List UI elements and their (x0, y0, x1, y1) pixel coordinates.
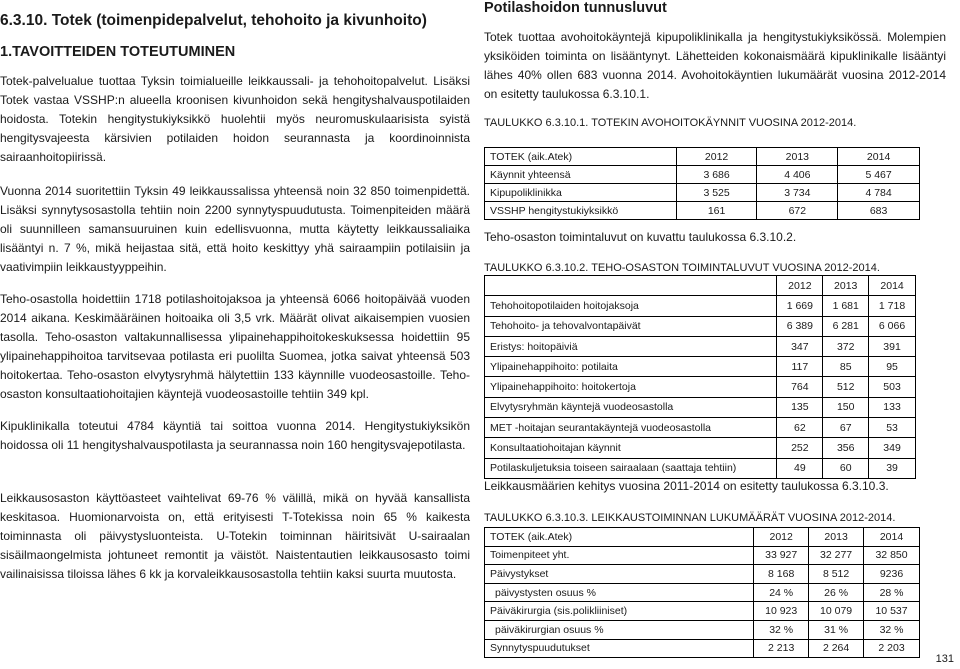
table-row (485, 602, 920, 621)
table-cell: päivystysten osuus % (485, 583, 754, 602)
paragraph-pain-clinic: Kipuklinikalla toteutui 4784 käyntiä tai soittoa vuonna 2014. Hengitystukiyksikön hoidossa oli 11 hengityshalvauspotilasta ja seurannassa noin 160 hengitysvajepotilasta. (0, 419, 470, 452)
table-row (485, 202, 920, 220)
table-cell: Päivystykset (485, 565, 754, 584)
kpi-heading: Potilashoidon tunnusluvut (484, 0, 667, 16)
table-row (485, 458, 916, 478)
table-cell: 49 (777, 458, 823, 478)
table-cell: 95 (869, 357, 916, 377)
table-row (485, 546, 920, 565)
table-cell: 391 (869, 336, 916, 356)
table-row (485, 357, 916, 377)
table-cell: 4 406 (757, 166, 838, 184)
table-cell: Toimenpiteet yht. (485, 546, 754, 565)
table-cell: 28 % (864, 583, 920, 602)
table-header-cell: 2012 (676, 148, 757, 166)
paragraph-surgery-ref: Leikkausmäärien kehitys vuosina 2011-2014 on esitetty taulukossa 6.3.10.3. (484, 479, 889, 493)
table-row (485, 583, 920, 602)
table-cell: 6 281 (823, 316, 869, 336)
table-cell: 3 525 (676, 184, 757, 202)
table-cell: Tehohoitopotilaiden hoitojaksoja (485, 296, 777, 316)
table-cell: Elvytysryhmän käyntejä vuodeosastolla (485, 397, 777, 417)
table-header-cell: TOTEK (aik.Atek) (485, 148, 677, 166)
table-header-cell: 2013 (757, 148, 838, 166)
table-row (485, 438, 916, 458)
table-icu-figures (484, 275, 916, 479)
table-cell: 683 (838, 202, 920, 220)
table-cell: 1 681 (823, 296, 869, 316)
table-cell: Konsultaatiohoitajan käynnit (485, 438, 777, 458)
table-cell: 4 784 (838, 184, 920, 202)
table-cell: 672 (757, 202, 838, 220)
table-cell: 60 (823, 458, 869, 478)
table-row (485, 316, 916, 336)
table-cell: Synnytyspuudutukset (485, 639, 754, 658)
table-cell: 2 264 (809, 639, 864, 658)
table-header-row (485, 528, 920, 547)
table-cell: 2 213 (754, 639, 809, 658)
paragraph-intro: Totek-palvelualue tuottaa Tyksin toimialueille leikkaussali- ja tehohoitopalvelut. Lisäksi Totek vastaa VSSHP:n alueella kroonisen kivunhoidon sekä hengityshalvauspotilaiden hoidosta. Totekin hengitystukiyksikkö huolehtii myös neuromuskulaarisista syistä hengitysvajeesta kärsivien potilaiden hoidon seurannasta ja koordinoinnista sairaanhoitopiirissä. (0, 74, 470, 164)
table-cell: 85 (823, 357, 869, 377)
table-cell: 32 % (864, 620, 920, 639)
table-cell: 5 467 (838, 166, 920, 184)
table-row (485, 620, 920, 639)
table-cell: Eristys: hoitopäiviä (485, 336, 777, 356)
table-cell: 32 % (754, 620, 809, 639)
table-header-row (485, 148, 920, 166)
table-row (485, 166, 920, 184)
table-outpatient-visits (484, 147, 920, 220)
table-cell: 67 (823, 418, 869, 438)
table-row (485, 184, 920, 202)
table-cell: 252 (777, 438, 823, 458)
table-surgery-counts (484, 527, 920, 658)
table-header-cell: 2013 (823, 276, 869, 296)
table-header-row (485, 276, 916, 296)
table-cell: 9236 (864, 565, 920, 584)
table-cell: MET -hoitajan seurantakäyntejä vuodeosastolla (485, 418, 777, 438)
table-cell: 6 066 (869, 316, 916, 336)
page-number: 131 (935, 653, 954, 665)
table-cell: 62 (777, 418, 823, 438)
subsection-heading: 1.TAVOITTEIDEN TOTEUTUMINEN (0, 44, 236, 60)
table-cell: 33 927 (754, 546, 809, 565)
table-cell: 349 (869, 438, 916, 458)
table-cell: 32 850 (864, 546, 920, 565)
table-cell: 503 (869, 377, 916, 397)
table-cell: 117 (777, 357, 823, 377)
table-header-cell: TOTEK (aik.Atek) (485, 528, 754, 547)
table-cell: 53 (869, 418, 916, 438)
table-header-cell: 2014 (838, 148, 920, 166)
table-cell: 356 (823, 438, 869, 458)
table-cell: 1 718 (869, 296, 916, 316)
table-row (485, 336, 916, 356)
paragraph-icu: Teho-osastolla hoidettiin 1718 potilashoitojaksoa ja yhteensä 6066 hoitopäivää vuoden 2014 aikana. Keskimääräinen hoitoaika oli 3,5 vrk. Määrät olivat aikaisempien vuosien tasolla. Teho-osaston valtakunnallisessa ylipainehappihoitokeskuksessa hoidettiin 95 ylipainehappihoitoa tarvitsevaa potilasta eri puolilta Suomea, jotka saivat yhteensä 503 hoitokertaa. Teho-osaston elvytysryhmä hälytettiin 133 käynnille vuodeosastoille. Teho-osaston konsultaatiohoitajien käyntejä vuodeosastoille tehtiin 349 kpl. (0, 292, 470, 401)
section-heading: 6.3.10. Totek (toimenpidepalvelut, tehohoito ja kivunhoito) (0, 12, 427, 29)
paragraph-icu-ref: Teho-osaston toimintaluvut on kuvattu taulukossa 6.3.10.2. (484, 230, 797, 244)
table-header-cell: 2012 (754, 528, 809, 547)
table-cell: Tehohoito- ja tehovalvontapäivät (485, 316, 777, 336)
table-cell: Ylipainehappihoito: potilaita (485, 357, 777, 377)
table-cell: 8 168 (754, 565, 809, 584)
table-cell: 8 512 (809, 565, 864, 584)
table-row (485, 377, 916, 397)
table-cell: 31 % (809, 620, 864, 639)
table-cell: 3 686 (676, 166, 757, 184)
table-cell: 512 (823, 377, 869, 397)
paragraph-outpatient: Totek tuottaa avohoitokäyntejä kipupoliklinikalla ja hengitystukiyksikössä. Molempien yksiköiden toiminta on lisääntynyt. Lähetteiden kokonaismäärä kipuklinikalle lisääntyi lähes 40% ollen 683 vuonna 2014. Avohoitokäyntien lukumäärät vuosina 2012-2014 on esitetty taulukossa 6.3.10.1. (484, 30, 946, 101)
table1-caption: TAULUKKO 6.3.10.1. TOTEKIN AVOHOITOKÄYNNIT VUOSINA 2012-2014. (484, 117, 857, 129)
paragraph-utilization: Leikkausosaston käyttöasteet vaihtelivat 69-76 % välillä, mikä on hyvää kansallista keskitasoa. Huomionarvoista on, että erityisesti T-Totekissa noin 65 % kaikesta toiminnasta oli päivystysluonteista. U-Totekin toiminnan häiritsivät U-sairaalan sisäilmaongelmista johtuneet remontit ja väistöt. Naistentautien leikkausosasto toimi vailinaisissa tiloissa lähes 6 kk ja korvaleikkausosastolla tehtiin kaksi suurta muutosta. (0, 491, 470, 581)
table-cell: 135 (777, 397, 823, 417)
table-cell: 10 079 (809, 602, 864, 621)
table-cell: 133 (869, 397, 916, 417)
table-cell: 10 923 (754, 602, 809, 621)
table-cell: 24 % (754, 583, 809, 602)
table-header-cell (485, 276, 777, 296)
table-cell: 764 (777, 377, 823, 397)
table-header-cell: 2012 (777, 276, 823, 296)
table-cell: 372 (823, 336, 869, 356)
table-cell: Päiväkirurgia (sis.polikliiniset) (485, 602, 754, 621)
table-header-cell: 2013 (809, 528, 864, 547)
table-cell: 26 % (809, 583, 864, 602)
table-row (485, 565, 920, 584)
table-cell: 10 537 (864, 602, 920, 621)
table-header-cell: 2014 (869, 276, 916, 296)
table-cell: päiväkirurgian osuus % (485, 620, 754, 639)
table-cell: 1 669 (777, 296, 823, 316)
table-cell: 161 (676, 202, 757, 220)
table-cell: 39 (869, 458, 916, 478)
table3-caption: TAULUKKO 6.3.10.3. LEIKKAUSTOIMINNAN LUKUMÄÄRÄT VUOSINA 2012-2014. (484, 512, 896, 524)
table-cell: Ylipainehappihoito: hoitokertoja (485, 377, 777, 397)
table-cell: 2 203 (864, 639, 920, 658)
table-cell: Käynnit yhteensä (485, 166, 677, 184)
table-cell: VSSHP hengitystukiyksikkö (485, 202, 677, 220)
table-row (485, 418, 916, 438)
table-cell: Kipupoliklinikka (485, 184, 677, 202)
table-cell: 3 734 (757, 184, 838, 202)
table-cell: 6 389 (777, 316, 823, 336)
paragraph-operations: Vuonna 2014 suoritettiin Tyksin 49 leikkaussalissa yhteensä noin 32 850 toimenpidettä. Lisäksi synnytysosastolla tehtiin noin 2200 synnytyspuudutusta. Toimenpiteiden määrä oli suunnilleen samansuuruinen kuin edellisvuonna, mutta käytetty leikkaussaliaika lisääntyi n. 7 %, mikä heijastaa sitä, että hoito keskittyy yhä sairaampiin potilaisiin ja vaativimpiin leikkaustyyppeihin. (0, 184, 470, 274)
table-cell: 32 277 (809, 546, 864, 565)
table-cell: 150 (823, 397, 869, 417)
table-cell: Potilaskuljetuksia toiseen sairaalaan (saattaja tehtiin) (485, 458, 777, 478)
table-header-cell: 2014 (864, 528, 920, 547)
table-row (485, 639, 920, 658)
table-row (485, 397, 916, 417)
table2-caption: TAULUKKO 6.3.10.2. TEHO-OSASTON TOIMINTALUVUT VUOSINA 2012-2014. (484, 262, 880, 274)
table-cell: 347 (777, 336, 823, 356)
table-row (485, 296, 916, 316)
